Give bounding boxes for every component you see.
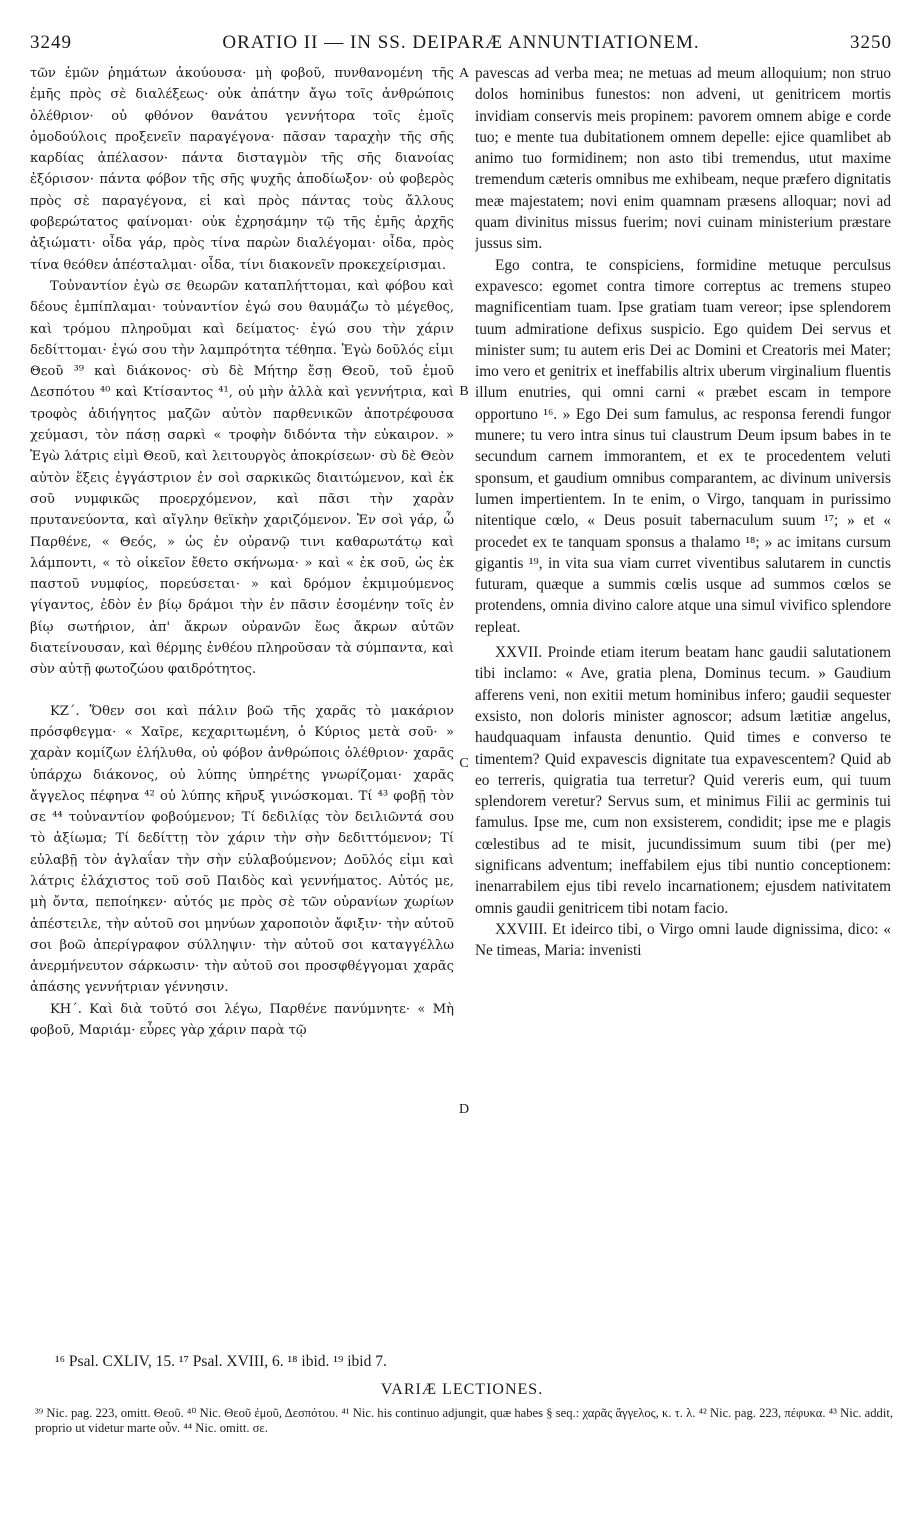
greek-paragraph: τῶν ἐμῶν ῥημάτων ἀκούουσα· μὴ φοβοῦ, πυνθανομένη τῆς ἐμῆς πρὸς σὲ διαλέξεως· οὐκ ἀπάτην ἄγω τοῖς ἀνθρώποις ὀλέθριον· οὐ φθόνον θανάτου γεννήτορα τοῖς ἐμοῖς ὁμοδούλοις προξενεῖν παραγέγονα· πᾶσαν ταραχὴν τῆς σῆς καρδίας ἀπέλασον· πάντα δισταγμὸν τῆς σῆς διανοίας ἐξόρισον· πάντα φόβον τῆς σῆς ψυχῆς ἀποδίωξον· οὐ φοβερὸς πρὸς σὲ παραγέγονα, εἰ καὶ πρὸς πάντας τοὺς ἄλλους φοβερώτατος φαίνομαι· οὐκ ἐχρησάμην τῷ τῆς ἐμῆς ἀρχῆς ἀξιώματι· οἶδα γάρ, πρὸς τίνα παρὼν διαλέγομαι· οἶδα, πρὸς τίνα θεόθεν ἀπέσταλμαι· οἶδα, τίνι διακονεῖν προκεχείρισμαι. — [30, 66, 454, 273]
latin-section-28: XXVIII. Et ideirco tibi, o Virgo omni laude dignissima, dico: « Ne timeas, Maria: invenisti — [475, 920, 891, 960]
variae-lectiones-title: VARIÆ LECTIONES. — [380, 1381, 544, 1398]
greek-column — [30, 63, 454, 1348]
greek-paragraph: Τοὐναντίον ἐγὼ σε θεωρῶν καταπλήττομαι, καὶ φόβου καὶ δέους ἐμπίπλαμαι· τοὐναντίον ἐγώ σου θαυμάζω τὸ μέγεθος, καὶ τρόμου πληροῦμαι καὶ δείματος· ἐγώ σου τὴν χάριν δεδίττομαι· ἐγώ σου τὴν λαμπρότητα τέθηπα. Ἐγὼ δοῦλός εἰμι Θεοῦ ³⁹ καὶ διάκονος· σὺ δὲ Μήτηρ ἔσῃ Θεοῦ, τοῦ ἐμοῦ Δεσπότου ⁴⁰ καὶ Κτίσαντος ⁴¹, οὐ μὴν ἀλλὰ καὶ γεννήτρια, καὶ τροφὸς ἀδιήγητος μαζῶν αὐτὸν παρθενικῶν ἀποτρέφουσα χεύμασι, τὸν πάσῃ σαρκὶ « τροφὴν διδόντα τὴν εὐκαιρον. » Ἐγὼ λάτρις εἰμὶ Θεοῦ, καὶ λειτουργὸς ἀποκρίσεων· σὺ δὲ Θεὸν αὐτὸν ἕξεις ἐγγάστριον ἐν σοὶ σαρκικῶς διαιτώμενον, καὶ ἐκ σοῦ νυμφικῶς προερχόμενον, καὶ πᾶσι τὴν χαρὰν πρυτανεύοντα, καὶ αἴγλην θεϊκὴν χαριζόμενον. Ἐν σοὶ γάρ, ὦ Παρθένε, « Θεός, » ὡς ἐν οὐρανῷ τινι καθαρωτάτῳ καὶ λάμποντι, « τὸ οἰκεῖον ἔθετο σκήνωμα· » καὶ « ἐκ σοῦ, ὡς ἐκ παστοῦ νυμφίος, πορεύσεται· » καὶ δρόμον ἐκμιμούμενος γίγαντος, ἐδὸν ἐν βίῳ δράμοι τὴν ἐν πᾶσιν ἐσομένην τοῖς ἐν βίῳ σωτήριον, ἀπ' ἄκρων οὐρανῶν ἕως ἄκρων αὐτῶν διατείνουσαν, καὶ θέρμης ἐνθέου πληροῦσαν τὰ σύμπαντα, καὶ σὺν αὐτῇ φωτοζώου φαιδρότητος. — [30, 278, 454, 678]
latin-paragraph: Ego contra, te conspiciens, formidine metuque perculsus expavesco: egomet contra timore correptus ac tremens stupeo magnificentiam tuam. Ipse gratiam tuam vereor; ipse splendorem tuum admiratione defixus suspicio. Ego quidem Dei servus et minister sum; tu autem eris Dei ac Domini et Creatoris mei Mater; imo vero et genitrix et ineffabilis altrix uberum virginalium fluentis illum enutries, qui omni carni « præbet escam in tempore opportuno ¹⁶. » Ego Dei sum famulus, ac responsa ferendi fungor munere; tu vero intra sinus tui claustrum Deum ipsum babes in te secundum carnem immorantem, et ex te procedentem veluti sponsum, et gaudium omnibus comparantem, ac divinum universis lumen impertientem. In te enim, o Virgo, tanquam in purissimo nitentique cœlo, « Deus posuit tabernaculum suum ¹⁷; » et « procedet ex te tanquam sponsus a thalamo ¹⁸; » ac imitans cursum gigantis ¹⁹, in vita sua viam curret viventibus salutarem in cunctis futuram, quæque a summis cœlis usque ad summos cœlos se protendens, omnia divino calore atque una simul vivifico splendore repleat. — [475, 256, 891, 636]
margin-letter-c: C — [459, 756, 469, 771]
latin-column — [475, 63, 891, 1348]
margin-letter-a: A — [458, 66, 470, 81]
running-title: ORATIO II — IN SS. DEIPARÆ ANNUNTIATIONEM. — [222, 32, 700, 53]
page-number-left: 3249 — [30, 32, 72, 53]
variae-lectiones-notes: ³⁹ Nic. pag. 223, omitt. Θεοῦ. ⁴⁰ Nic. Θεοῦ ἐμοῦ, Δεσπότου. ⁴¹ Nic. his continuo adjungit, quæ habes § seq.: χαρᾶς ἄγγελος, κ. τ. λ. ⁴² Nic. pag. 223, πέφυκα. ⁴³ Nic. addit, proprio ut videtur marte οὖν. ⁴⁴ Nic. omitt. σε. — [35, 1406, 893, 1435]
margin-letter-b: B — [459, 384, 469, 399]
latin-paragraph: pavescas ad verba mea; ne metuas ad meum alloquium; non struo dolos hominibus funestos: non adveni, ut genitricem mortis invidiam conservis meis propinem: pavorem omnem abige e corde tuo; e mente tua dubitationem omnem depelle: ejice quamlibet ab animo tuo formidinem; non asto tibi tremendus, utut maxime tremendum cæteris omnibus me exhibeam, neque præfero dignitatis meæ majestatem; novi enim quamnam præsens alloquar; novi ad quam divinitus missus fuerim; novi cuinam ministerium præstare jussus sim. — [475, 65, 891, 253]
greek-section-28: ΚΗ΄. Καὶ διὰ τοῦτό σοι λέγω, Παρθένε πανύμνητε· « Μὴ φοβοῦ, Μαριάμ· εὗρες γὰρ χάριν παρὰ τῷ — [30, 1001, 454, 1039]
latin-section-27: XXVII. Proinde etiam iterum beatam hanc gaudii salutationem tibi inclamo: « Ave, gratia plena, Dominus tecum. » Gaudium afferens veni, non exitii metum hominibus infero; gaudii sequester exsisto, non doloris minister agnoscor; adsum lætitiæ angelus, haudquaquam infausta denuntio. Quid times e converso te timentem? Quid expavescis dignitate tua expavescentem? Quid ab eo terreris, quigratia tua terretur? Quid vereris eum, qui tuum splendorem veretur? Servus sum, et minimus Filii ac germinis tui famulus. Ipse me, cum non exsisterem, condidit; ipse me e plagis cœlestibus ad te misit, jucundissimum suum tibi (per me) significans adventum; ineffabilem ejus tibi nuntio conceptionem: inenarrabilem ejus tibi revelo incarnationem; ejusdem nativitatem omnis gaudii genitricem tibi notam facio. — [475, 644, 891, 917]
page-number-right: 3250 — [850, 32, 892, 53]
margin-letter-d: D — [458, 1102, 470, 1117]
greek-section-27: ΚΖ΄. Ὅθεν σοι καὶ πάλιν βοῶ τῆς χαρᾶς τὸ μακάριον πρόσφθεγμα· « Χαῖρε, κεχαριτωμένη, ὁ Κύριος μετὰ σοῦ· » χαρὰν κομίζων ἐλήλυθα, οὐ φόβον ἀνθρώποις ὀλέθριον· χαρᾶς ὑπάρχω διάκονος, οὐ λύπης ὑπηρέτης γνωρίζομαι· χαρᾶς ἄγγελος πέφηνα ⁴² οὐ λύπης κῆρυξ γινώσκομαι. Τί ⁴³ φοβῇ τὸν σε ⁴⁴ τοὐναντίον φοβούμενον; Τί δεδιλίᾳς τὸν δειλιῶντά σου τὸ ἀξίωμα; Τί δεδίττῃ τὸν χάριν τὴν σὴν δεδιττόμενον; Τί εὐλαβῇ τὸν ἀγλαΐαν τὴν σὴν εὐλαβούμενον; Δοῦλός εἰμι καὶ λάτρις ἐλάχιστος τοῦ σοῦ Παιδὸς καὶ γεννήματος. Αὐτός με, μὴ ὄντα, πεποίηκεν· αὐτός με πρὸς σὲ τῶν οὐρανίων χωρίων ἀπέστειλε, τὴν αὐτοῦ σοι μηνύων χαροποιὸν ἄφιξιν· τὴν αὐτοῦ σοι βοῶ ἀπερίγραφον σύλληψιν· τὴν αὐτοῦ σοι καταγγέλλω ἀνερμήνευτον σάρκωσιν· τὴν αὐτοῦ σοι προσφθέγγομαι χαρᾶς ἁπάσης γεννήτριαν γέννησιν. — [30, 703, 454, 996]
running-header — [30, 32, 892, 62]
scripture-references: ¹⁶ Psal. CXLIV, 15. ¹⁷ Psal. XVIII, 6. ¹⁸ ibid. ¹⁹ ibid 7. — [55, 1353, 387, 1370]
